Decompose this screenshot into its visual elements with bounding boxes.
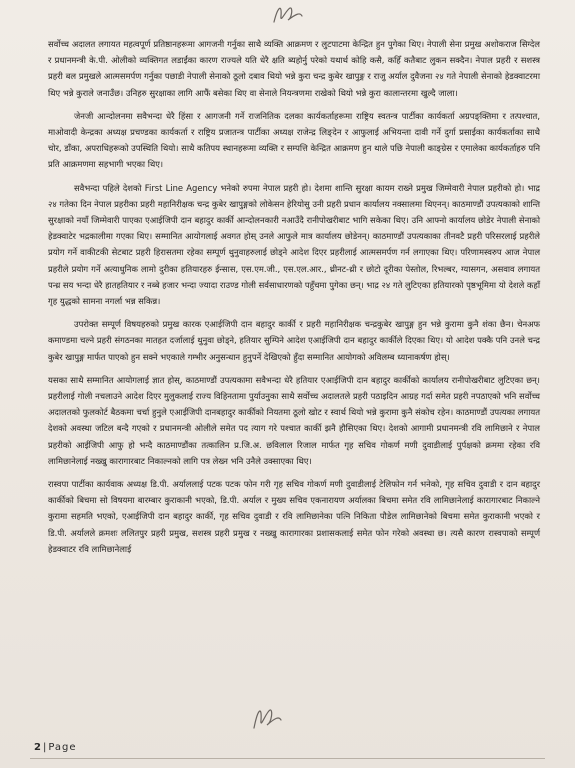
signature-mark [268,2,308,28]
paragraph-3: सवैभन्दा पहिले देशको First Line Agency भनेको रुपमा नेपाल प्रहरी हो। देशमा शान्ति सुरक्षा कायम राख्ने प्रमुख जिम्मेवारी नेपाल प्रहरीको हो। भाद्र २४ गतेका दिन नेपाल प्रहरीका प्रहरी महानिरीक्षक चन्द्र कुबेर खापुङ्गको लोकेसन हेरियोसु उनी प्रहरी प्रधान कार्यालय नक्सालमा थिएनन्। काठमाण्डौं उपत्यकाको शान्ति सुरक्षाको नयाँ जिम्मेवारी पाएका एआईजिपी दान बहादुर कार्की आन्दोलनकारी नआउँदै रानीपोखरीबाट भागि सकेका थिए। उनि आफ्नो कार्यालय छोडेर नेपाली सेनाको हेडक्वाटेर भद्रकालीमा गएका थिए। सम्मानित आयोगलाई अवगत होस् उनले आफुले मात्र कार्यालय छोडेनन्। काठमाण्डौं उपत्यकाका तीनवटै प्रहरी परिसरलाई प्रहरीले प्रयोग गर्ने वाकीटकी सेटबाट प्रहरी हिरासतमा रहेका सम्पूर्ण थुनुवाहरुलाई छोड्ने आदेश दिएर प्रहरीलाई आत्मसमर्पण गर्न लगाएका थिए। परिणामस्वरुप आज नेपाल प्रहरीले प्रयोग गर्ने अत्याधुनिक लामो दुरीका हतियारहरु ईन्सास, एस.एम.जी., एस.एल.आर., थ्रीनट-थ्री र छोटो दूरीका पेस्तोल, रिभल्बर, ग्यासगन, असवाव लगायत पन्ध्र सय भन्दा धेरै हातहतियार र नब्बे हजार भन्दा ज्यादा राउण्ड गोली सर्वसाधारणको पहुँचमा पुगेका छन्। भाद्र २४ गते लुटिएका हतियारको पृष्ठभूमिमा यो देशले कहाँ गृह युद्धको सामना नगर्ला भन्न सकिन्न। [48,182,540,307]
footer-divider [30,758,545,759]
paragraph-2: जेनजी आन्दोलनमा सवैभन्दा धेरै हिंसा र आगजनी गर्ने राजनितिक दलका कार्यकर्ताहरूमा राष्ट्रिय स्वतन्त्र पार्टीका कार्यकर्ता अग्रपङ्क्तिमा र तत्पश्चात, माओवादी केन्द्रका अध्यक्ष प्रचण्डका कार्यकर्ता र राष्ट्रिय प्रजातन्त्र पार्टीका अध्यक्ष राजेन्द्र लिङ्देन र आफुलाई अभियन्ता दावी गर्ने दुर्गा प्रसाईका कार्यकर्ताका साथै चोर, डाँका, अपराधिहरूको उपस्थिति थियो। साथै कतिपय स्थानहरूमा व्यक्ति र सम्पत्ति केन्द्रित आक्रमण हुन थाले पछि नेपाली काङ्ग्रेस र एमालेका कार्यकर्ताहरु पनि प्रति आक्रमणमा सहभागी भएका थिए। [48,110,540,170]
paragraph-1: सर्वोच्च अदालत लगायत महत्वपूर्ण प्रतिष्ठानहरूमा आगजनी गर्नुका साथै व्यक्ति आक्रमण र लुटपाटमा केन्द्रित हुन पुगेका थिए। नेपाली सेना प्रमुख अशोकराज सिग्देल र प्रधानमन्त्री के.पी. ओलीको व्यक्तिगत लडाईंका कारण राज्यले यति धेरै क्षति ब्यहोर्नु परेको यथार्थ कोहि कसै, कहिँ कतैबाट लुकन सक्दैन। नेपाल प्रहरी र सशस्त्र प्रहरी बल प्रमुखले आत्मसमर्पण गर्नुका पछाडी नेपाली सेनाको ठूलो दबाव थियो भन्ने कुरा चन्द्र कुबेर खापुङ्ग र राजु अर्याल दुवैजना २४ गते नेपाली सेनाको हेडक्वाटरमा थिए भन्ने कुराले जनाउँछ। उनिहरु सुरक्षाका लागि आफैं बसेका थिए वा सेनाले नियन्त्रणमा राखेको थियो भन्ने कुरा कालान्तरमा खुल्दै जाला। [48,39,540,98]
page-footer [34,742,77,753]
paragraph-4: उपरोक्त सम्पूर्ण विषयहरुको प्रमुख कारक एआईजिपी दान बहादुर कार्की र प्रहरी महानिरीक्षक चन्द्रकुबेर खापुङ्ग हुन भन्ने कुरामा कुनै शंका छैन। चेनअफ कमाण्डमा चल्ने प्रहरी संगठनका मातहत दर्जालाई थुनुवा छोड्ने, हतियार सुम्पिने आदेश एआईजिपी दान बहादुर कार्कीले दिएका थिए। यो आदेश पक्कै पनि उनले चन्द्र कुबेर खापुङ्ग मार्फत पाएको हुन सक्ने भएकाले गम्भीर अनुसन्धान हुनुपर्ने देखिएको हुँदा सम्मानित आयोगको अविलम्ब ध्यानाकर्षण होस्। [48,319,540,362]
page-label: Page [48,742,77,753]
document-body [48,36,540,564]
footer-separator: | [42,742,47,753]
paragraph-6: रास्वपा पार्टीका कार्यवाक अध्यक्ष डि.पी. अर्याललाई पटक पटक फोन गरी गृह सचिव गोकर्ण मणी दुवाडीलाई टेलिफोन गर्न भनेको, गृह सचिव दुवाडी र दान बहादुर कार्कीको बिचमा सो विषयमा बारम्बार कुराकानी भएको, डि.पी. अर्याल र मुख्य सचिव एकनारायण अर्यालका बिचमा समेत रवि लामिछानेलाई कारागारबाट निकाल्ने कुरामा सहमति भएको, एआईजिपी दान बहादुर कार्की, गृह सचिव दुवाडी र रवि लामिछानेका पत्नि निकिता पौडेल लामिछानेको बिचमा समेत कुराकानी भएको र डि.पी. अर्यालले क्रमशः ललितपुर प्रहरी प्रमुख, सशस्त्र प्रहरी प्रमुख र नख्खु कारागारका प्रशासकलाई समेत फोन गरेको अवस्था छ। त्यसै कारण रास्वपाको सम्पूर्ण हेडक्वाटर रवि लामिछानेलाई [48,479,540,554]
paragraph-5: यसका साथै सम्मानित आयोगलाई ज्ञात होस्, काठमाण्डौं उपत्यकामा सवैभन्दा धेरै हतियार एआईजिपी दान बहादुर कार्कीको कार्यालय रानीपोखरीबाट लुटिएका छन्। प्रहरीलाई गोली नचलाउने आदेश दिएर मुलुकलाई राज्य विहिनतामा पुर्याउनुका साथै सर्वोच्च अदालतले प्रहरी पठाइदिन आग्रह गर्दा समेत प्रहरी नपठाएको भनि सर्वोच्च अदालतको फुलकोर्ट बैठकमा चर्चा हुनुले एआईजिपी दानबहादुर कार्कीको नियतमा ठूलो खोट र स्वार्थ थियो भन्ने कुरामा कुनै संकोच रहेन। काठमाण्डौं उपत्यका लगायत देशको अवस्था जटिल बन्दै गएको र प्रधानमन्त्री ओलीले समेत पद त्याग गरे पश्चात कार्की झनै हौसिएका थिए। देशको आगामी प्रधानमन्त्री रवि लामिछाने र नेपाल प्रहरीको आईजिपी आफु हो भन्दै काठमाण्डौंका तत्कालिन प्र.जि.अ. छविलाल रिजाल मार्फत गृह सचिव गोकर्ण मणी दुवाडीलाई पुर्पक्षको क्रममा रहेका रवि लामिछानेलाई नख्खु कारागारबाट निकाल्नको लागि पत्र लेख्न भनि उनैले उक्साएका थिए। [48,374,540,466]
page-number: 2 [34,742,41,753]
signature-mark-bottom [246,702,286,734]
